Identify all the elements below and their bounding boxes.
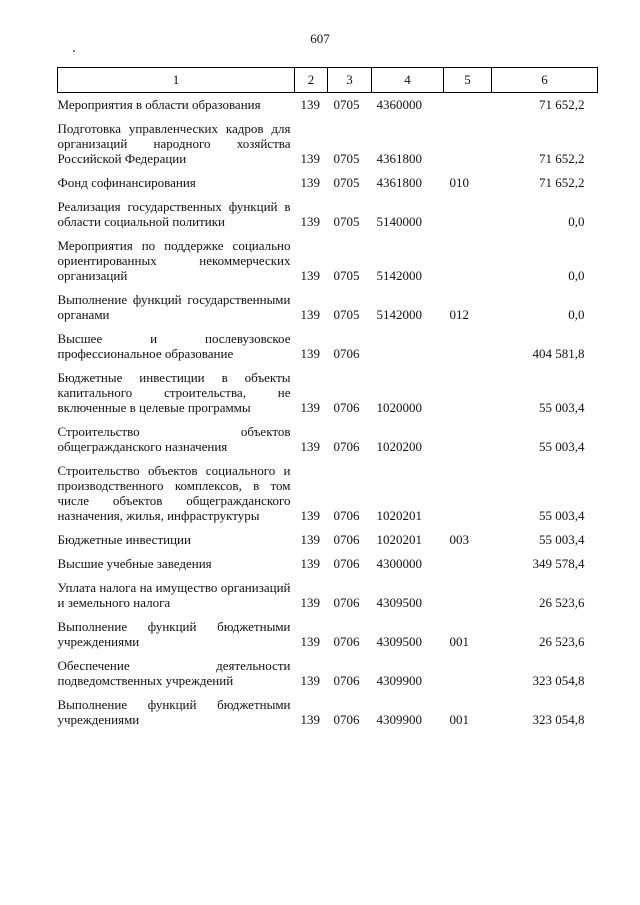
row-amount: 0,0: [568, 268, 585, 283]
header-row: [58, 68, 598, 93]
row-col-4: 1020201: [376, 532, 422, 547]
row-col-5: [444, 93, 492, 113]
row-description: Мероприятия в области образования: [57, 97, 261, 112]
table-row: [58, 547, 598, 571]
row-col-4: 4309900: [376, 712, 422, 727]
row-col-4: 5142000: [376, 268, 422, 283]
row-col-3: 0706: [333, 673, 360, 688]
row-amount: 71 652,2: [539, 175, 585, 190]
row-col-3: 0706: [333, 400, 360, 415]
row-col-5: [444, 415, 492, 454]
header-col-5: 5: [444, 68, 492, 93]
table-header: [58, 68, 598, 93]
row-amount: 55 003,4: [539, 400, 585, 415]
header-col-2: 2: [295, 68, 328, 93]
table-row: [58, 166, 598, 190]
row-col-5: [444, 190, 492, 229]
row-description: Высшее и послевузовское профессиональное образование: [57, 331, 291, 361]
row-col-3: 0706: [333, 712, 360, 727]
row-description: Уплата налога на имущество организаций и земельного налога: [57, 580, 291, 610]
row-description: Высшие учебные заведения: [57, 556, 212, 571]
table-row: [58, 415, 598, 454]
row-col-4: 4361800: [376, 151, 422, 166]
scan-speck: [73, 50, 75, 52]
row-col-2: 139: [300, 595, 320, 610]
row-col-2: 139: [300, 712, 320, 727]
table-row: [58, 283, 598, 322]
row-col-3: 0705: [333, 175, 360, 190]
table-row: [58, 93, 598, 113]
row-amount: 71 652,2: [539, 151, 585, 166]
row-col-3: 0706: [333, 439, 360, 454]
row-col-2: 139: [300, 673, 320, 688]
row-col-5: 012: [449, 307, 469, 322]
row-amount: 26 523,6: [539, 634, 585, 649]
row-col-5: [444, 112, 492, 166]
header-col-1: 1: [58, 68, 295, 93]
row-amount: 0,0: [568, 307, 585, 322]
row-amount: 0,0: [568, 214, 585, 229]
row-col-4: 5142000: [376, 307, 422, 322]
row-col-2: 139: [300, 214, 320, 229]
row-amount: 71 652,2: [539, 97, 585, 112]
row-col-2: 139: [300, 268, 320, 283]
row-col-5: [444, 322, 492, 361]
row-col-3: 0705: [333, 307, 360, 322]
table-row: [58, 190, 598, 229]
row-col-3: 0705: [333, 97, 360, 112]
table-row: [58, 112, 598, 166]
row-description: Выполнение функций бюджетными учреждениями: [57, 619, 291, 649]
row-description: Обеспечение деятельности подведомственных учреждений: [57, 658, 291, 688]
row-col-4: 4309900: [376, 673, 422, 688]
row-col-3: 0705: [333, 214, 360, 229]
row-col-3: 0706: [333, 595, 360, 610]
row-col-2: 139: [300, 151, 320, 166]
table-body: [58, 93, 598, 728]
row-col-5: [444, 547, 492, 571]
row-col-2: 139: [300, 508, 320, 523]
row-amount: 55 003,4: [539, 508, 585, 523]
row-col-4: 4309500: [376, 595, 422, 610]
row-col-4: [372, 322, 444, 361]
table-row: [58, 688, 598, 727]
row-col-3: 0705: [333, 268, 360, 283]
row-col-5: 003: [449, 532, 469, 547]
row-col-3: 0706: [333, 346, 360, 361]
row-col-5: [444, 649, 492, 688]
table-row: [58, 454, 598, 523]
row-col-4: 4309500: [376, 634, 422, 649]
row-col-2: 139: [300, 307, 320, 322]
row-col-4: 1020000: [376, 400, 422, 415]
row-col-4: 4360000: [376, 97, 422, 112]
table-row: [58, 571, 598, 610]
row-col-2: 139: [300, 439, 320, 454]
budget-table: [57, 67, 598, 727]
row-amount: 349 578,4: [532, 556, 585, 571]
row-description: Мероприятия по поддержке социально ориентированных некоммерческих организаций: [57, 238, 291, 283]
row-col-5: [444, 361, 492, 415]
row-col-3: 0705: [333, 151, 360, 166]
row-col-5: 001: [449, 634, 469, 649]
row-col-4: 1020201: [376, 508, 422, 523]
row-description: Выполнение функций государственными органами: [57, 292, 291, 322]
row-amount: 26 523,6: [539, 595, 585, 610]
row-col-4: 4361800: [376, 175, 422, 190]
table-row: [58, 361, 598, 415]
row-amount: 323 054,8: [532, 712, 585, 727]
row-col-2: 139: [300, 400, 320, 415]
row-col-2: 139: [300, 346, 320, 361]
row-amount: 404 581,8: [532, 346, 585, 361]
header-col-3: 3: [328, 68, 372, 93]
row-col-4: 5140000: [376, 214, 422, 229]
row-col-2: 139: [300, 556, 320, 571]
row-col-5: [444, 454, 492, 523]
header-col-4: 4: [372, 68, 444, 93]
row-col-5: [444, 229, 492, 283]
row-col-3: 0706: [333, 508, 360, 523]
row-description: Строительство объектов общегражданского назначения: [57, 424, 291, 454]
table-row: [58, 649, 598, 688]
header-col-6: 6: [492, 68, 598, 93]
row-amount: 55 003,4: [539, 439, 585, 454]
row-description: Реализация государственных функций в области социальной политики: [57, 199, 291, 229]
row-amount: 323 054,8: [532, 673, 585, 688]
row-col-5: 010: [449, 175, 469, 190]
row-description: Строительство объектов социального и производственного комплексов, в том числе объектов общегражданского назначения, жилья, инфраструктуры: [57, 463, 291, 523]
row-col-2: 139: [300, 97, 320, 112]
page-number: 607: [310, 31, 330, 46]
table-row: [58, 229, 598, 283]
row-col-2: 139: [300, 175, 320, 190]
row-col-3: 0706: [333, 634, 360, 649]
row-col-5: 001: [449, 712, 469, 727]
row-description: Бюджетные инвестиции в объекты капитального строительства, не включенные в целевые программы: [57, 370, 291, 415]
row-description: Бюджетные инвестиции: [57, 532, 191, 547]
table-row: [58, 523, 598, 547]
row-description: Выполнение функций бюджетными учреждениями: [57, 697, 291, 727]
row-description: Фонд софинансирования: [57, 175, 196, 190]
row-col-2: 139: [300, 634, 320, 649]
row-col-4: 4300000: [376, 556, 422, 571]
row-description: Подготовка управленческих кадров для организаций народного хозяйства Российской Федерации: [57, 121, 291, 166]
table-row: [58, 322, 598, 361]
row-col-3: 0706: [333, 532, 360, 547]
row-col-4: 1020200: [376, 439, 422, 454]
row-amount: 55 003,4: [539, 532, 585, 547]
table-row: [58, 610, 598, 649]
row-col-3: 0706: [333, 556, 360, 571]
row-col-5: [444, 571, 492, 610]
row-col-2: 139: [300, 532, 320, 547]
